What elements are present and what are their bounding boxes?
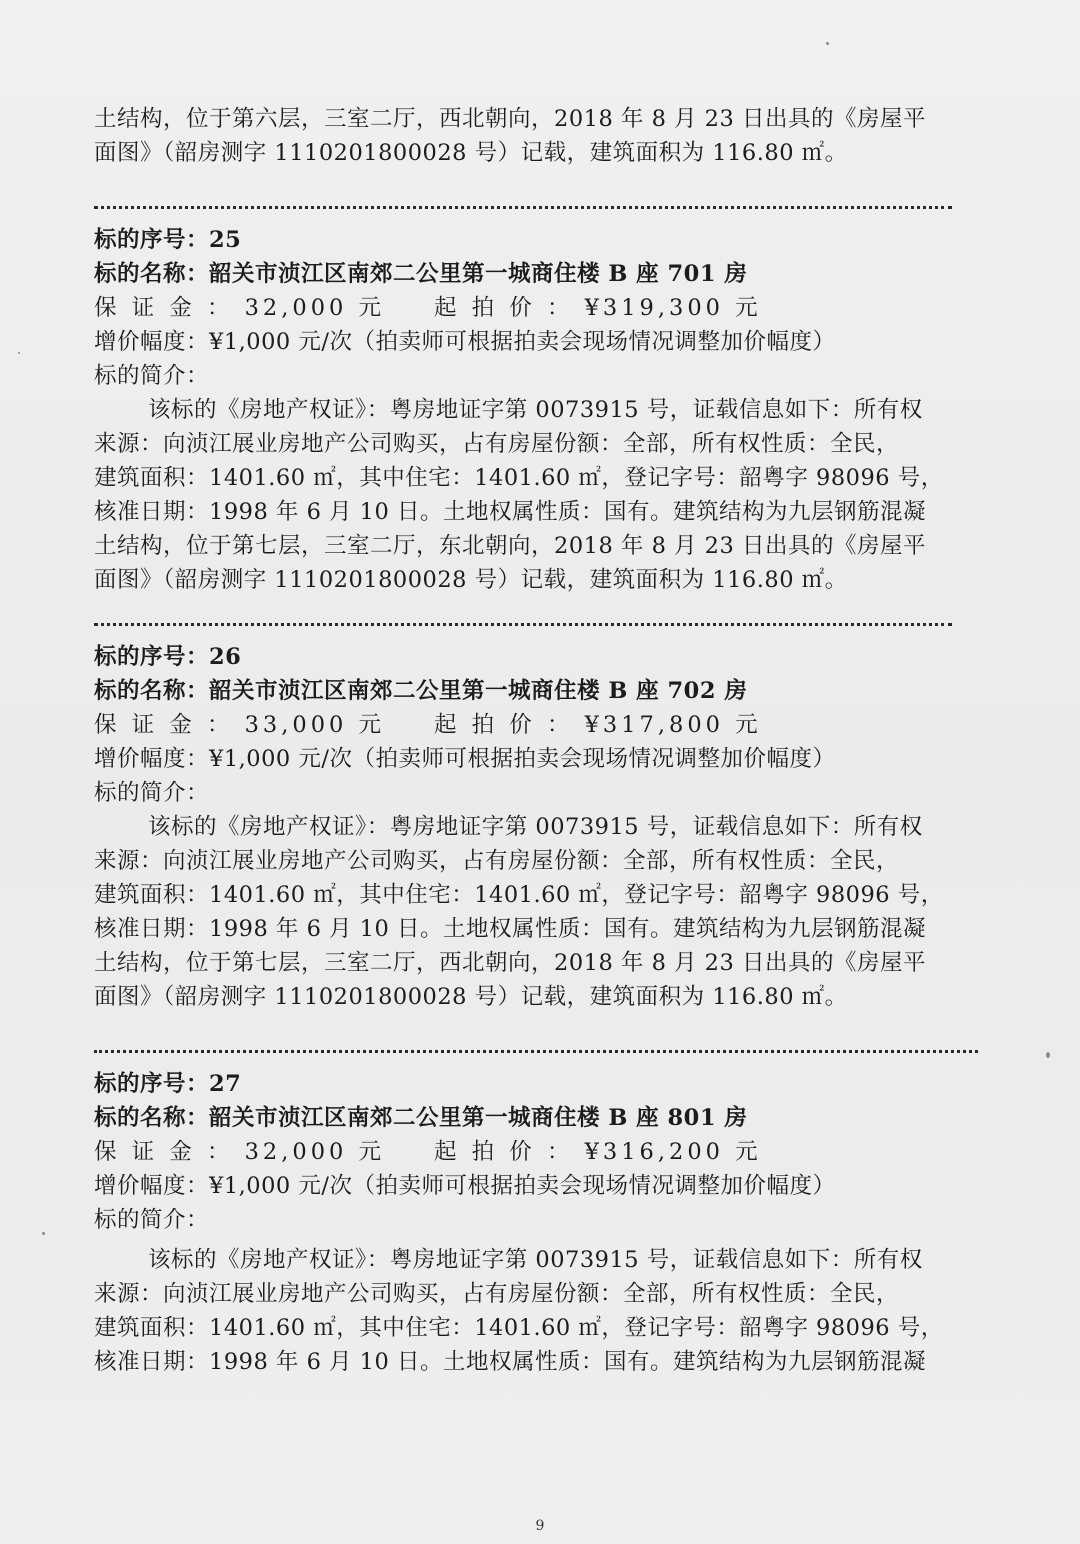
lot-section-27 xyxy=(94,1067,1014,1379)
intro-line: 该标的《房地产权证》：粤房地证字第 0073915 号，证载信息如下：所有权 xyxy=(148,814,923,840)
lot-section-26 xyxy=(94,640,1014,1014)
intro-line: 土结构，位于第七层，三室二厅，东北朝向，2018 年 8 月 23 日出具的《房屋平 xyxy=(94,533,926,559)
start-price: 起 拍 价 ： ¥316,200 元 xyxy=(434,1139,762,1165)
intro-line: 建筑面积：1401.60 ㎡，其中住宅：1401.60 ㎡，登记字号：韶粤字 98096 号， xyxy=(94,1315,944,1341)
intro-line: 面图》（韶房测字 1110201800028 号）记载，建筑面积为 116.80 ㎡。 xyxy=(94,567,848,593)
continued-paragraph xyxy=(94,102,1014,170)
intro-line: 来源：向浈江展业房地产公司购买，占有房屋份额：全部，所有权性质：全民， xyxy=(94,431,900,457)
increment-rule: 增价幅度：¥1,000 元/次（拍卖师可根据拍卖会现场情况调整加价幅度） xyxy=(94,1173,836,1199)
intro-line: 建筑面积：1401.60 ㎡，其中住宅：1401.60 ㎡，登记字号：韶粤字 98096 号， xyxy=(94,465,944,491)
intro-label: 标的简介： xyxy=(94,1207,210,1233)
dotted-divider xyxy=(94,623,952,626)
deposit-amount: 保 证 金 ： 32,000 元 xyxy=(94,1139,385,1165)
text-line: 土结构，位于第六层，三室二厅，西北朝向，2018 年 8 月 23 日出具的《房屋平 xyxy=(94,106,926,132)
intro-line: 面图》（韶房测字 1110201800028 号）记载，建筑面积为 116.80 ㎡。 xyxy=(94,984,848,1010)
intro-line: 核准日期：1998 年 6 月 10 日。土地权属性质：国有。建筑结构为九层钢筋混凝 xyxy=(94,916,926,942)
price-row xyxy=(94,291,1014,325)
scan-speck xyxy=(42,1232,45,1235)
intro-line: 核准日期：1998 年 6 月 10 日。土地权属性质：国有。建筑结构为九层钢筋混凝 xyxy=(94,1349,926,1375)
scan-speck xyxy=(826,42,829,45)
price-row xyxy=(94,708,1014,742)
intro-label: 标的简介： xyxy=(94,363,210,389)
price-row xyxy=(94,1135,1014,1169)
deposit-amount: 保 证 金 ： 32,000 元 xyxy=(94,295,385,321)
text-line: 面图》（韶房测字 1110201800028 号）记载，建筑面积为 116.80 ㎡。 xyxy=(94,140,848,166)
lot-section-25 xyxy=(94,223,1014,597)
scan-speck xyxy=(18,352,20,354)
increment-rule: 增价幅度：¥1,000 元/次（拍卖师可根据拍卖会现场情况调整加价幅度） xyxy=(94,746,836,772)
lot-number: 标的序号：25 xyxy=(94,227,242,253)
intro-line: 来源：向浈江展业房地产公司购买，占有房屋份额：全部，所有权性质：全民， xyxy=(94,1281,900,1307)
intro-line: 该标的《房地产权证》：粤房地证字第 0073915 号，证载信息如下：所有权 xyxy=(148,1247,923,1273)
dotted-divider xyxy=(94,206,952,209)
deposit-amount: 保 证 金 ： 33,000 元 xyxy=(94,712,385,738)
start-price: 起 拍 价 ： ¥319,300 元 xyxy=(434,295,762,321)
lot-name: 标的名称：韶关市浈江区南郊二公里第一城商住楼 B 座 702 房 xyxy=(94,678,748,704)
lot-name: 标的名称：韶关市浈江区南郊二公里第一城商住楼 B 座 801 房 xyxy=(94,1105,748,1131)
intro-line: 来源：向浈江展业房地产公司购买，占有房屋份额：全部，所有权性质：全民， xyxy=(94,848,900,874)
lot-name: 标的名称：韶关市浈江区南郊二公里第一城商住楼 B 座 701 房 xyxy=(94,261,748,287)
increment-rule: 增价幅度：¥1,000 元/次（拍卖师可根据拍卖会现场情况调整加价幅度） xyxy=(94,329,836,355)
intro-line: 建筑面积：1401.60 ㎡，其中住宅：1401.60 ㎡，登记字号：韶粤字 98096 号， xyxy=(94,882,944,908)
start-price: 起 拍 价 ： ¥317,800 元 xyxy=(434,712,762,738)
scan-speck xyxy=(1046,1052,1050,1058)
lot-number: 标的序号：26 xyxy=(94,644,242,670)
document-body xyxy=(94,102,1014,1379)
intro-line: 该标的《房地产权证》：粤房地证字第 0073915 号，证载信息如下：所有权 xyxy=(148,397,923,423)
dotted-divider xyxy=(94,1050,978,1053)
intro-label: 标的简介： xyxy=(94,780,210,806)
intro-line: 核准日期：1998 年 6 月 10 日。土地权属性质：国有。建筑结构为九层钢筋混凝 xyxy=(94,499,926,525)
page-number: 9 xyxy=(535,1518,545,1534)
lot-number: 标的序号：27 xyxy=(94,1071,242,1097)
intro-line: 土结构，位于第七层，三室二厅，西北朝向，2018 年 8 月 23 日出具的《房屋平 xyxy=(94,950,926,976)
